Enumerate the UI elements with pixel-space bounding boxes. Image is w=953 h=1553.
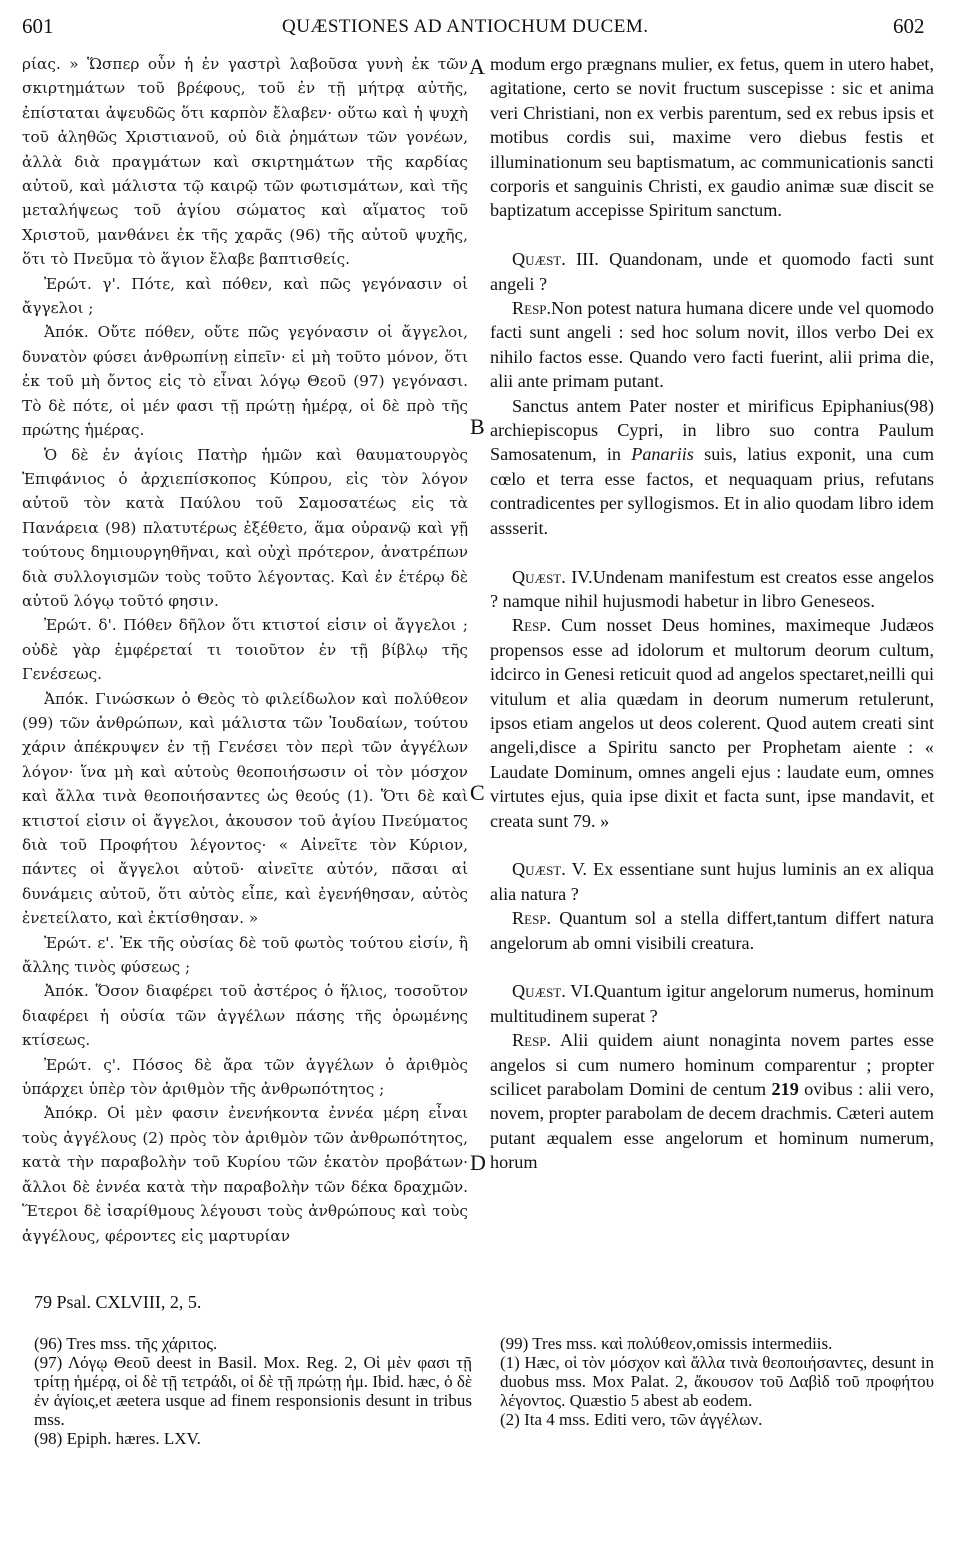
latin-paragraph [490,394,934,540]
footnotes-right [500,1334,934,1429]
question-label: Quæst. [512,566,566,587]
response-text: ovibus : alii vero, novem, propter parabolam de decem drachmis. Cæteri autem putant æqualem esse angelorum et hominum numerum, horum [490,1079,934,1173]
footnote-2: (2) Ita 4 mss. Editi vero, τῶν ἀγγέλων. [500,1410,763,1429]
response-label: Resp. [512,908,552,929]
greek-question-3: Ἐρώτ. γ'. Πότε, καὶ πόθεν, καὶ πῶς γεγόνασιν οἱ ἄγγελοι ; [22,274,468,318]
footnote-98: (98) Epiph. hæres. LXV. [34,1429,201,1448]
section-marker-a: A [469,54,485,79]
latin-answer-4 [490,613,934,833]
column-number: 219 [771,1079,799,1099]
latin-question-6 [490,979,934,1028]
latin-answer-3 [490,296,934,394]
greek-answer-5: Ἀπόκ. Ὅσον διαφέρει τοῦ ἀστέρος ὁ ἥλιος, τοσοῦτον διαφέρει ἡ οὐσία τῶν ἀγγέλων πάσης τῆς ὁρωμένης κτίσεως. [22,982,468,1050]
latin-question-5 [490,857,934,906]
running-title: QUÆSTIONES AD ANTIOCHUM DUCEM. [282,16,649,37]
question-text: IV.Undenam manifestum est creatos esse angelos ? namque nihil hujusmodi habetur in libro Geneseos. [490,566,934,611]
question-text: VI.Quantum igitur angelorum numerus, hominum multitudinem superat ? [490,981,934,1026]
question-text: V. Ex essentiane sunt hujus luminis an ex aliqua alia natura ? [490,859,934,904]
greek-question-4: Ἐρώτ. δ'. Πόθεν δῆλον ὅτι κτιστοί εἰσιν οἱ ἄγγελοι ; οὐδὲ γὰρ ἐμφέρεταί τι τοιοῦτον ἐν τῇ βίβλῳ τῆς Γενέσεως. [22,616,468,684]
greek-answer-3: Ἀπόκ. Οὔτε πόθεν, οὔτε πῶς γεγόνασιν οἱ ἄγγελοι, δυνατὸν φύσει ἀνθρωπίνῃ εἰπεῖν· εἰ μὴ τοῦτο μόνον, ὅτι ἐκ τοῦ μὴ ὄντος εἰς τὸ εἶναι λόγῳ Θεοῦ (97) γεγόνασι. Τὸ δὲ πότε, οἱ μέν φασι τῇ πρώτῃ ἡμέρᾳ, οἱ δὲ πρὸ τῆς πρώτης ἡμέρας. [22,323,468,440]
greek-paragraph: Ὁ δὲ ἐν ἁγίοις Πατὴρ ἡμῶν καὶ θαυματουργὸς Ἐπιφάνιος ὁ ἀρχιεπίσκοπος Κύπρου, εἰς τὸν λόγον αὐτοῦ τὸν κατὰ Παύλου τοῦ Σαμοσατέως εἰς τὰ Πανάρεια (98) πλατυτέρως ἐξέθετο, ἅμα οὐρανῷ καὶ γῇ τούτους δημιουργηθῆναι, καὶ οὐχὶ πρότερον, ἀνατρέπων διὰ συλλογισμῶν τοὺς τοῦτο λέγοντας. Καὶ ἐν ἑτέρῳ δὲ αὐτοῦ λόγῳ τοῦτό φησιν. [22,445,468,610]
paragraph-text: Sanctus antem Pater noster et mirificus Epiphanius(98) archiepiscopus Cypri, in libro suo contra Paulum Samosatenum, in [490,395,934,465]
greek-paragraph: ρίας. » Ὥσπερ οὖν ἡ ἐν γαστρὶ λαβοῦσα γυνὴ ἐκ τῶν σκιρτημάτων τοῦ βρέφους, τοῦ ἐν τῇ μήτρᾳ αὐτῆς, ἐπίσταται ἀψευδῶς ὅτι καρπὸν ἔλαβεν· οὕτω καὶ ἡ ψυχὴ τοῦ ἀληθῶς Χριστιανοῦ, οὐ διὰ ῥημάτων τῶν γονέων, ἀλλὰ διὰ πραγμάτων καὶ σκιρτημάτων τῆς καρδίας αὐτοῦ, καὶ μάλιστα τῷ καιρῷ τῶν φωτισμάτων, καὶ τῆς μεταλήψεως τοῦ ἁγίου σώματος καὶ αἵματος τοῦ Χριστοῦ, μανθάνει ἐκ τῆς χαρᾶς (96) τῆς αὐτοῦ ψυχῆς, ὅτι τὸ Πνεῦμα τὸ ἅγιον ἔλαβε βαπτισθείς. [22,55,468,269]
response-text: Non potest natura humana dicere unde vel quomodo facti sunt angeli : sed hoc solum novit, illos verbo Dei ex nihilo factos esse. Quando vero facti fuerint, alii prima die, alii ante primam putant. [490,298,934,392]
footnote-96: (96) Tres mss. τῆς χάριτος. [34,1334,218,1353]
response-text: Alii quidem aiunt nonaginta novem partes esse angelos si cum numero hominum comparentur ; propter scilicet parabolam Domini de centum [490,1030,934,1099]
latin-answer-6 [490,1028,934,1174]
footnote-99: (99) Tres mss. καὶ πολύθεον,omissis intermediis. [500,1334,833,1353]
response-label: Resp. [512,615,552,636]
footnote-1: (1) Hæc, οἱ τὸν μόσχον καὶ ἄλλα τινὰ θεοποιήσαντες, desunt in duobus mss. Mox Palat. 2, ἄκουσον τοῦ Δαβὶδ τοῦ προφήτου λέγοντος. Quæstio 5 abest ab eodem. [500,1353,934,1410]
response-text: Cum nosset Deus homines, maximeque Judæos propensos esse ad idolorum et multorum deorum cultum, idcirco in Genesi reticuit quod ad angelos spectaret,neilli qui vitulum et alia quædam in deorum numerum retulerunt, ipsos etiam angelos ut deos colerent. Quod autem creati sint angeli,disce a Spiritu sancto per Prophetam aiente : « Laudate Dominum, omnes angeli ejus : laudate eum, omnes virtutes ejus, quia ipse dixit et facta sunt, ipse mandavit, et creata sunt 79. » [490,615,934,831]
section-marker-c: C [470,780,485,805]
question-label: Quæst. [512,859,566,880]
greek-answer-6: Ἀπόκρ. Οἱ μὲν φασιν ἐνενήκοντα ἐννέα μέρη εἶναι τοὺς ἀγγέλους (2) πρὸς τὸν ἀριθμὸν τῶν ἀνθρωπότητος, κατὰ τὴν παραβολὴν τοῦ Κυρίου τῶν ἑκατὸν προβάτων· ἄλλοι δὲ ἐννέα κατὰ τὴν παραβολὴν τῶν δέκα δραχμῶν. Ἕτεροι δὲ ἰσαρίθμους λέγουσι τοὺς ἀνθρώπους καὶ τοὺς ἀγγέλους, φέροντες εἰς μαρτυρίαν [22,1104,468,1245]
paragraph-text: suis, latius exponit, una cum cœlo et terra esse factos, et nequaquam prius, refutans contradicentes per syllogismos. Et in alio quodam libro idem assserit. [490,444,934,538]
response-label: Resp. [512,298,552,319]
latin-question-3 [490,247,934,296]
greek-question-5: Ἐρώτ. ε'. Ἐκ τῆς οὐσίας δὲ τοῦ φωτὸς τούτου εἰσίν, ἢ ἄλλης τινὸς φύσεως ; [22,933,468,977]
italic-term: Panariis [631,444,694,465]
section-marker-b: B [470,414,485,439]
footnotes-left [34,1334,472,1448]
greek-answer-4: Ἀπόκ. Γινώσκων ὁ Θεὸς τὸ φιλείδωλον καὶ πολύθεον (99) τῶν ἀνθρώπων, καὶ μάλιστα τῶν Ἰουδαίων, τούτου χάριν ἀπέκρυψεν ἐν τῇ Γενέσει τὸν περὶ τῶν ἀγγέλων λόγον· ἵνα μὴ καὶ αὐτοὺς θεοποιήσωσιν οἱ τὸν μόσχον καὶ ἄλλα τινὰ θεοποιήσαντες ὡς θεούς (1). Ὅτι δὲ καὶ κτιστοί εἰσιν οἱ ἄγγελοι, ἀκουσον τοῦ ἁγίου Πνεύματος διὰ τοῦ Προφήτου λέγοντος· « Αἰνεῖτε τὸν Κύριον, πάντες οἱ ἄγγελοι αὐτοῦ· αἰνεῖτε αὐτόν, πᾶσαι αἱ δυνάμεις αὐτοῦ, ὅτι αὐτὸς εἶπε, καὶ ἐγενήθησαν, αὐτὸς ἐνετείλατο, καὶ ἐκτίσθησαν. » [22,689,468,928]
question-label: Quæst. [512,981,566,1002]
question-label: Quæst. [512,249,566,270]
latin-column [490,52,934,1175]
latin-paragraph: modum ergo prægnans mulier, ex fetus, quem in utero habet, agitatione, certo se novit fructum suscepisse : sic et anima veri Christiani, non ex verbis parentum, sed ex rebus ipsis et motibus cordis sui, maxime vero diebus festis et illuminationum seu baptismatum, ac communicationis sancti corporis et sanguinis Christi, ex gaudio animæ suæ discit se baptizatum accepisse Spiritum sanctum. [490,54,934,221]
latin-answer-5 [490,906,934,955]
page-number-left: 601 [22,14,54,38]
response-text: Quantum sol a stella differt,tantum differt natura angelorum ab omni visibili creatura. [490,908,934,953]
greek-question-6: Ἐρώτ. ς'. Πόσος δὲ ἄρα τῶν ἀγγέλων ὁ ἀριθμὸς ὑπάρχει ὑπὲρ τὸν ἀριθμὸν τῆς ἀνθρωπότητος ; [22,1055,468,1099]
scripture-reference-note: 79 Psal. CXLVIII, 2, 5. [34,1292,202,1312]
response-label: Resp. [512,1030,552,1051]
page-number-right: 602 [893,14,925,38]
greek-column [22,52,468,1248]
footnote-97: (97) Λόγῳ Θεοῦ deest in Basil. Mox. Reg. 2, Οἱ μὲν φασι τῇ τρίτῃ ἡμέρᾳ, οἱ δὲ τῇ τετράδι, οἱ δὲ τῇ πρώτῃ ἡμ. Ibid. hæc, ὁ δὲ ἐν ἁγίοις,et æetera usque ad finem responsionis desunt in tribus mss. [34,1353,472,1429]
section-marker-d: D [470,1150,486,1175]
latin-question-4 [490,565,934,614]
question-text: III. Quandonam, unde et quomodo facti sunt angeli ? [490,249,934,294]
